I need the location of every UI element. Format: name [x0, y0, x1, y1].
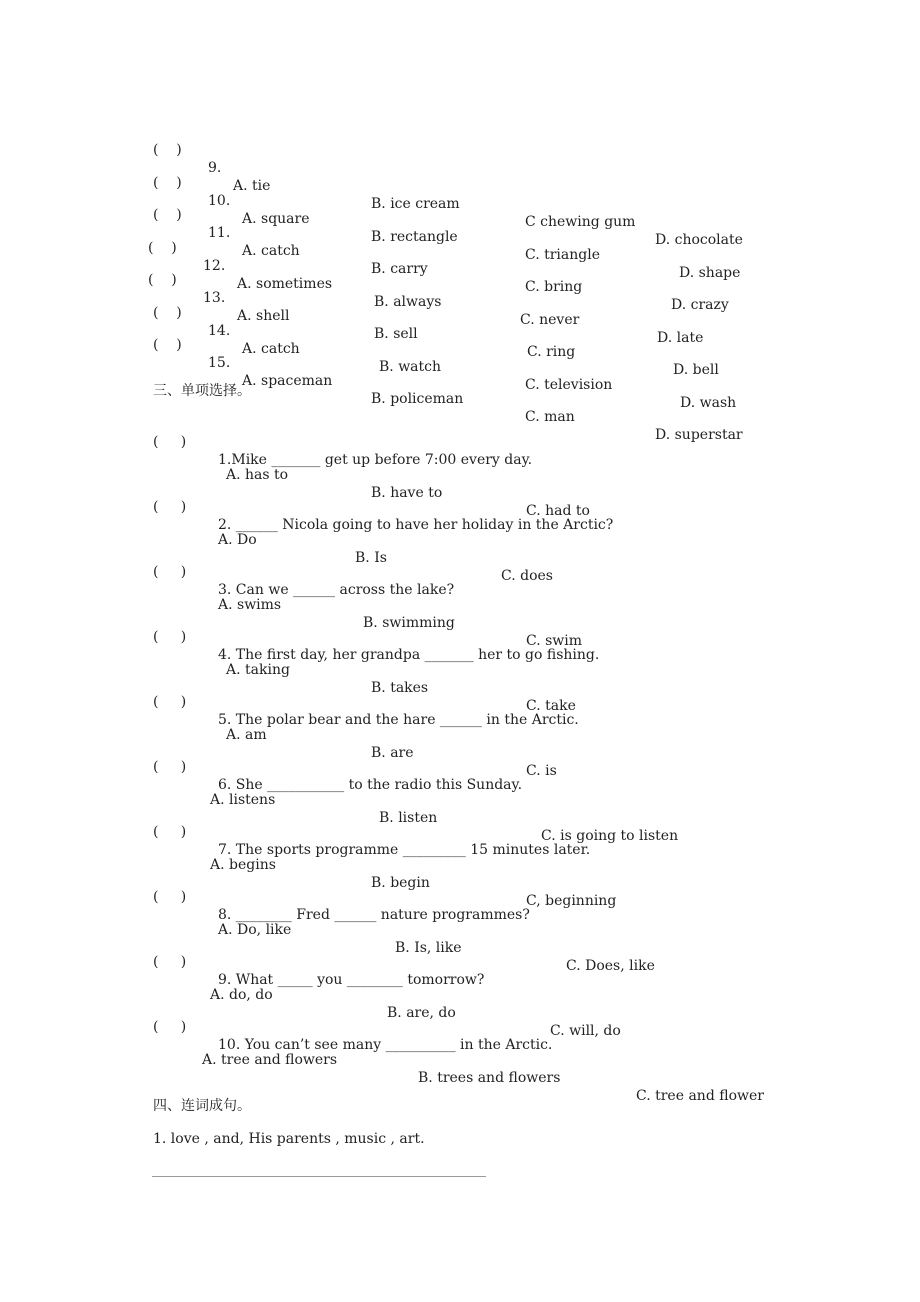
answer-bracket[interactable]: ( ): [153, 889, 187, 905]
answer-bracket[interactable]: ( ): [153, 759, 187, 775]
option-c: C chewing gum: [525, 214, 636, 230]
question: [0, 415, 533, 468]
option-b: B. ice cream: [371, 196, 460, 212]
option-a: A. shell: [237, 308, 290, 324]
option-b: B. swimming: [363, 615, 455, 631]
option-d: D. superstar: [655, 427, 743, 443]
option-a: A. am: [226, 727, 267, 743]
option-b: B. policeman: [371, 391, 464, 407]
option-a: A. square: [242, 211, 310, 227]
option-c: C. is going to listen: [541, 828, 679, 844]
question-stem: 5. The polar bear and the hare ______ in the Arctic.: [218, 712, 579, 728]
option-b: B. are, do: [387, 1005, 456, 1021]
answer-bracket[interactable]: ( ): [153, 434, 187, 450]
option-a: A. swims: [218, 597, 282, 613]
option-c: C. television: [525, 377, 613, 393]
option-a: A. begins: [210, 857, 276, 873]
question-stem: 2. ______ Nicola going to have her holiday in the Arctic?: [218, 517, 614, 533]
option-c: C. ring: [527, 344, 576, 360]
option-c: C. is: [526, 763, 557, 779]
answer-bracket[interactable]: ( ): [153, 694, 187, 710]
option-c: C. man: [525, 409, 575, 425]
option-c: C. triangle: [525, 247, 600, 263]
option-a: A. spaceman: [242, 373, 333, 389]
question-stem: 8. ________ Fred ______ nature programmes?: [218, 907, 530, 923]
item-number: 15.: [208, 355, 231, 371]
option-d: D. shape: [679, 265, 741, 281]
option-b: B. sell: [374, 326, 418, 342]
option-a: A. catch: [242, 341, 300, 357]
answer-line[interactable]: [152, 1176, 486, 1177]
section-heading: 三、单项选择。: [153, 383, 251, 399]
item-number: 14.: [208, 323, 231, 339]
option-c: C. does: [501, 568, 553, 584]
answer-bracket[interactable]: ( ): [153, 142, 182, 158]
question-stem: 7. The sports programme _________ 15 minutes later.: [218, 842, 591, 858]
option-c: C. had to: [526, 503, 590, 519]
option-b: B. watch: [379, 359, 442, 375]
option-a: A. taking: [226, 662, 290, 678]
option-a: A. Do: [218, 532, 257, 548]
option-c: C. will, do: [550, 1023, 621, 1039]
option-d: D. chocolate: [655, 232, 743, 248]
option-b: B. always: [374, 294, 442, 310]
option-b: B. are: [371, 745, 414, 761]
question-stem: 1.Mike _______ get up before 7:00 every day.: [218, 452, 533, 468]
question-stem: 6. She ___________ to the radio this Sunday.: [218, 777, 523, 793]
option-a: A. catch: [242, 243, 300, 259]
answer-bracket[interactable]: ( ): [153, 954, 187, 970]
option-d: D. wash: [680, 395, 737, 411]
option-b: B. begin: [371, 875, 430, 891]
option-d: D. late: [657, 330, 704, 346]
answer-bracket[interactable]: ( ): [153, 629, 187, 645]
option-a: A. sometimes: [237, 276, 333, 292]
question-stem: 4. The first day, her grandpa _______ her to go fishing.: [218, 647, 600, 663]
item-number: 11.: [208, 225, 231, 241]
option-c: C, beginning: [526, 893, 617, 909]
option-c: C. take: [526, 698, 576, 714]
option-c: C. bring: [525, 279, 583, 295]
answer-bracket[interactable]: ( ): [148, 240, 177, 256]
option-a: A. has to: [226, 467, 289, 483]
question-stem: 10. You can’t see many __________ in the Arctic.: [218, 1037, 553, 1053]
option-c: C. never: [520, 312, 580, 328]
item-number: 12.: [203, 258, 226, 274]
option-b: B. rectangle: [371, 229, 458, 245]
answer-bracket[interactable]: ( ): [153, 337, 182, 353]
option-c: C. Does, like: [566, 958, 655, 974]
option-c: C. swim: [526, 633, 583, 649]
answer-bracket[interactable]: ( ): [153, 564, 187, 580]
answer-bracket[interactable]: ( ): [153, 1019, 187, 1035]
option-a: A. do, do: [210, 987, 273, 1003]
option-a: A. tie: [233, 178, 271, 194]
option-a: A. tree and flowers: [202, 1052, 338, 1068]
item-number: 9.: [208, 160, 222, 176]
option-b: B. takes: [371, 680, 429, 696]
option-d: D. crazy: [671, 297, 729, 313]
option-b: B. have to: [371, 485, 443, 501]
answer-bracket[interactable]: ( ): [153, 499, 187, 515]
option-b: B. trees and flowers: [418, 1070, 561, 1086]
option-b: B. Is: [355, 550, 387, 566]
option-d: D. bell: [673, 362, 719, 378]
option-b: B. listen: [379, 810, 438, 826]
answer-bracket[interactable]: ( ): [153, 305, 182, 321]
answer-bracket[interactable]: ( ): [153, 207, 182, 223]
answer-bracket[interactable]: ( ): [153, 175, 182, 191]
item-number: 10.: [208, 193, 231, 209]
option-b: B. carry: [371, 261, 428, 277]
item-number: 13.: [203, 290, 226, 306]
question-stem: 3. Can we ______ across the lake?: [218, 582, 455, 598]
answer-bracket[interactable]: ( ): [148, 272, 177, 288]
option-c: C. tree and flower: [636, 1088, 764, 1104]
question-stem: 9. What _____ you ________ tomorrow?: [218, 972, 485, 988]
option-b: B. Is, like: [395, 940, 462, 956]
option-a: A. Do, like: [218, 922, 292, 938]
scramble-item: 1. love , and, His parents , music , art.: [153, 1131, 425, 1147]
answer-bracket[interactable]: ( ): [153, 824, 187, 840]
option-a: A. listens: [210, 792, 276, 808]
section-heading: 四、连词成句。: [153, 1098, 251, 1114]
